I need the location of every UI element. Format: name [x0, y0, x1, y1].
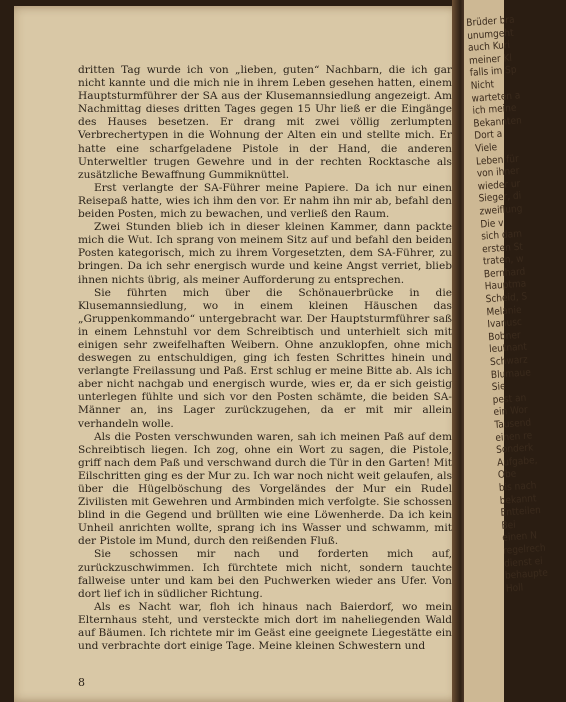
facing-line: warteten a — [471, 89, 521, 105]
paragraph: Erst verlangte der SA-Führer meine Papiere. Da ich nur einen Reisepaß hatte, wies ich ihm den vor. Er nahm ihn mir ab, befahl den beiden Posten, mich zu bewachen, und verließ den Raum. — [78, 181, 452, 221]
facing-line: Entteilen — [500, 505, 542, 519]
facing-line: Dort a — [473, 129, 503, 143]
facing-line: ein Wor — [493, 405, 529, 419]
facing-line: auch Kuri — [467, 40, 511, 55]
body-text — [78, 64, 452, 653]
facing-line: von ihner — [476, 165, 520, 180]
facing-line: sich dam — [480, 228, 523, 243]
facing-line: bekannt — [499, 492, 537, 507]
facing-line: Hauptma — [484, 278, 527, 293]
facing-line: Bobner — [487, 329, 521, 344]
paragraph: Sie schossen mir nach und forderten mich auf, zurückzuschwimmen. Ich fürchtete mich nicht, sondern tauchte fallweise unter und kam bei den Puchwerken wieder ans Ufer. Von dort lief ich in südlicher Richtung. — [78, 548, 452, 600]
facing-line: Die v — [480, 217, 504, 230]
facing-line: Sonderk — [495, 442, 534, 457]
paragraph: Als es Nacht war, floh ich hinaus nach Baierdorf, wo mein Elternhaus steht, und versteckte mich dort im naheliegenden Wald auf Bäumen. Ich richtete mir im Geäst eine geeignete Liegestätte ein und verbrachte dort einige Tage. Meine kleinen Schwestern und — [78, 600, 452, 653]
facing-line: bis nach — [498, 480, 537, 494]
facing-line: Bernhard — [483, 266, 526, 281]
facing-line: regelrech — [502, 542, 546, 557]
paragraph: Als die Posten verschwunden waren, sah ich meinen Paß auf dem Schreibtisch liegen. Ich zog, ohne ein Wort zu sagen, die Pistole, griff nach dem Paß und verschwand durch die Tür in den Garten! Mit Eilschritten ging es der Mur zu. Ich war noch nicht weit gelaufen, als über die Hügelböschung des Vorgeländes der Mur ein Rudel Zivilisten mit Gewehren und Armbinden mich verfolgte. Sie schossen blind in die Gegend und brüllten wie eine Löwenherde. Da ich kein Unheil anrichten wollte, sprang ich ins Wasser und schwamm, mit der Pistole im Mund, durch den reißenden Fluß. — [78, 430, 452, 548]
facing-line: dienst ei — [503, 555, 544, 570]
facing-line: pest an — [492, 392, 527, 406]
facing-line: Ivanusc — [487, 317, 523, 331]
facing-line: einen re — [494, 430, 533, 444]
facing-line: Obe — [497, 468, 517, 482]
facing-line: Nicht — [470, 79, 495, 92]
facing-line: meiner Kl — [468, 52, 513, 67]
facing-line: Melanie — [486, 304, 522, 318]
facing-line: Holl — [505, 582, 524, 595]
facing-line: Tausend — [494, 417, 532, 431]
facing-line: falls im Sp — [469, 64, 517, 80]
paragraph: dritten Tag wurde ich von „lieben, guten“ Nachbarn, die ich gar nicht kannte und die mich nie in ihrem Leben gesehen hatten, einem Hauptsturmführer der SA aus der Klusemannsiedlung angezeigt. Am Nachmittag dieses dritten Tages gegen 15 Uhr ließ er die Eingänge des Hauses besetzen. Er drang mit zwei völlig zerlumpten Verbrechertypen in die Wohnung der Alten ein und stellte mich. Er hatte eine scharfgeladene Pistole in der Hand, die anderen Unterweltler trugen Gewehre und in der rechten Rocktasche als zusätzliche Bewaffnung Gummiknüttel. — [78, 64, 452, 181]
facing-line: behaupte — [504, 567, 549, 582]
facing-line: Blumaue — [490, 366, 532, 381]
facing-line: Bekannten — [473, 115, 523, 130]
facing-line: Schwarz — [489, 354, 529, 369]
facing-page-lines — [466, 14, 566, 596]
page-number: 8 — [78, 676, 85, 689]
facing-line: traten, w — [482, 253, 524, 268]
facing-line: Aufgabe, — [496, 454, 538, 469]
paragraph: Sie führten mich über die Schönauerbrücke in die Klusemannsiedlung, wo in einem kleinen Häuschen das „Gruppenkommando“ untergebracht war. Der Hauptsturmführer saß in einem Lehnstuhl vor dem Schreibtisch und unterhielt sich mit einigen sehr zweifelhaften Weibern. Ohne anzuklopfen, ohne mich deswegen zu entschuldigen, ging ich festen Schrittes hinein und verlangte Freilassung und Paß. Erst schlug er meine Bitte ab. Als ich aber nicht nachgab und energisch wurde, wies er, da er sich geistig unterlegen fühlte und sich vor den Posten schämte, die beiden SA-Männer an, ins Lager zurückzugehen, da er mit mir allein verhandeln wolle. — [78, 286, 452, 430]
facing-line: zweiflung — [479, 203, 523, 218]
facing-line: Scheid, S — [485, 291, 528, 306]
facing-line: unumgeht — [466, 27, 514, 42]
facing-line: Leben für — [475, 153, 520, 168]
paragraph: Zwei Stunden blieb ich in dieser kleinen Kammer, dann packte mich die Wut. Ich sprang von meinem Sitz auf und befahl den beiden Posten kategorisch, mich zu ihrem Vorgesetzten, dem SA-Führer, zu bringen. Da ich sehr energisch wurde und keine Angst verriet, blieb ihnen nichts übrig, als meiner Aufforderung zu entsprechen. — [78, 221, 452, 286]
facing-line: Viele — [474, 142, 498, 155]
facing-line: ich meine — [472, 102, 517, 117]
facing-line: Sie — [491, 381, 506, 394]
facing-line: leutnant — [488, 342, 528, 356]
facing-line: einen N — [502, 530, 538, 545]
facing-line: Sieger, di — [478, 190, 522, 205]
facing-line: ersten St — [481, 241, 524, 256]
facing-page — [464, 0, 549, 702]
facing-line: Bei — [501, 519, 517, 532]
facing-line: Brüder bra — [466, 14, 515, 29]
facing-line: wieder ur — [477, 178, 521, 193]
